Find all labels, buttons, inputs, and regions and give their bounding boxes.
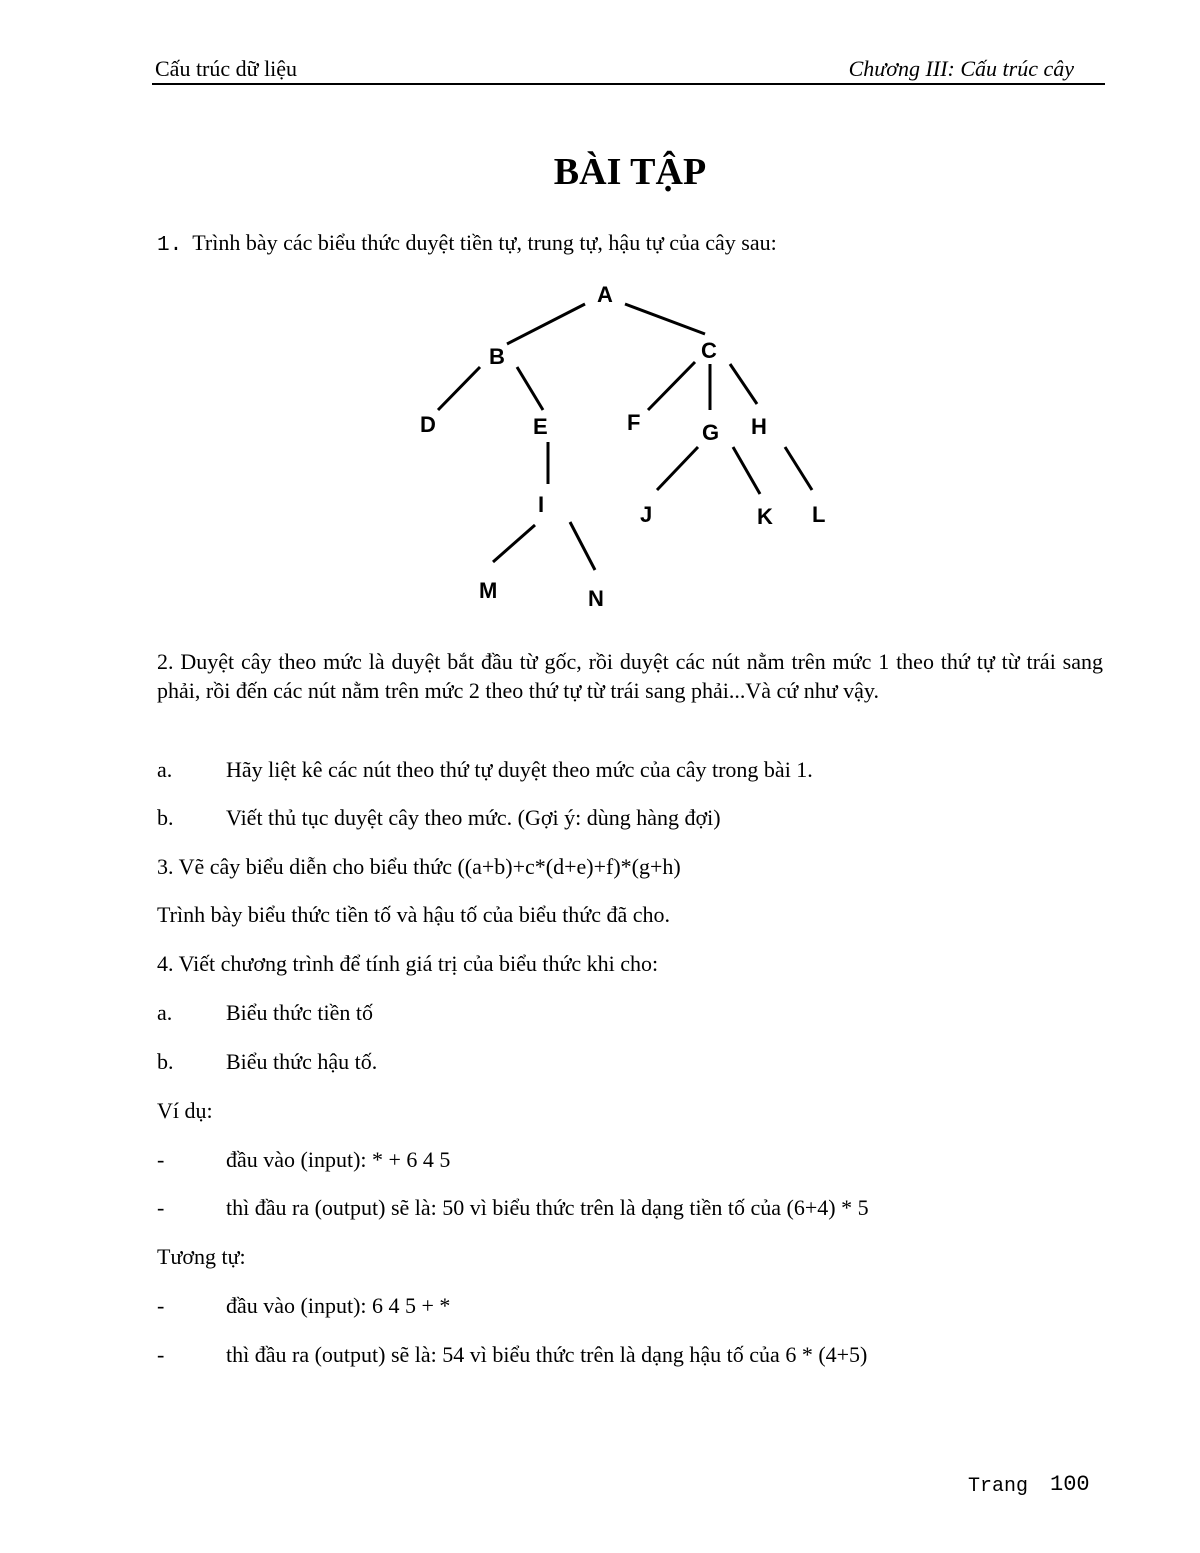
header-rule [152, 83, 1105, 85]
example-1-text: đầu vào (input): * + 6 4 5 [226, 1147, 451, 1172]
example-2-bullet: - [157, 1195, 165, 1220]
node-c: C [701, 338, 717, 363]
q2-item-b-text: Viết thủ tục duyệt cây theo mức. (Gợi ý: dùng hàng đợi) [226, 805, 721, 830]
question-4-line1: 4. Viết chương trình để tính giá trị của biểu thức khi cho: [157, 951, 659, 976]
similar-2-bullet: - [157, 1342, 165, 1367]
header-right: Chương III: Cấu trúc cây [848, 56, 1074, 81]
node-i: I [538, 492, 545, 517]
node-l: L [812, 502, 826, 527]
page-number: 100 [1050, 1472, 1090, 1497]
q2-item-b-label: b. [157, 805, 174, 830]
example-label: Ví dụ: [157, 1098, 213, 1123]
question-1 [157, 230, 777, 257]
edge-g-k [733, 447, 760, 494]
similar-label: Tương tự: [157, 1244, 246, 1269]
question-1-text: Trình bày các biểu thức duyệt tiền tự, trung tự, hậu tự của cây sau: [192, 230, 777, 255]
node-g: G [702, 420, 720, 445]
tree-diagram [405, 272, 855, 622]
node-k: K [757, 504, 773, 529]
edge-g-j [657, 447, 698, 490]
question-3-line1: 3. Vẽ cây biểu diễn cho biểu thức ((a+b)+c*(d+e)+f)*(g+h) [157, 854, 681, 879]
edge-h-l [785, 447, 812, 490]
q4-item-a-label: a. [157, 1000, 173, 1025]
q4-item-b-label: b. [157, 1049, 174, 1074]
similar-1-text: đầu vào (input): 6 4 5 + * [226, 1293, 451, 1318]
node-h: H [751, 414, 767, 439]
node-e: E [533, 414, 548, 439]
node-m: M [479, 578, 498, 603]
question-1-number: 1. [157, 234, 183, 257]
question-3-line2: Trình bày biểu thức tiền tố và hậu tố của biểu thức đã cho. [157, 902, 671, 927]
q2-item-a-text: Hãy liệt kê các nút theo thứ tự duyệt theo mức của cây trong bài 1. [226, 757, 813, 782]
edge-a-c [625, 304, 705, 334]
node-j: J [640, 502, 653, 527]
edge-c-h [730, 364, 757, 404]
similar-2-text: thì đầu ra (output) sẽ là: 54 vì biểu thức trên là dạng hậu tố của 6 * (4+5) [226, 1342, 868, 1367]
page-title: BÀI TẬP [553, 151, 707, 193]
node-a: A [597, 282, 613, 307]
example-1-bullet: - [157, 1147, 165, 1172]
edge-i-n [570, 522, 595, 570]
q4-item-a-text: Biểu thức tiền tố [226, 1000, 373, 1025]
edge-a-b [507, 304, 585, 344]
footer-label: Trang [968, 1475, 1029, 1498]
edge-c-f [648, 362, 695, 410]
edge-b-d [438, 367, 480, 410]
header-left: Cấu trúc dữ liệu [155, 56, 298, 81]
example-2-text: thì đầu ra (output) sẽ là: 50 vì biểu thức trên là dạng tiền tố của (6+4) * 5 [226, 1195, 869, 1220]
similar-1-bullet: - [157, 1293, 165, 1318]
q4-item-b-text: Biểu thức hậu tố. [226, 1049, 378, 1074]
question-2-text: 2. Duyệt cây theo mức là duyệt bắt đầu từ gốc, rồi duyệt các nút nằm trên mức 1 theo thứ tự từ trái sang phải, rồi đến các nút nằm trên mức 2 theo thứ tự từ trái sang phải...Và cứ như vậy. [157, 649, 1103, 703]
edge-b-e [517, 367, 543, 410]
node-f: F [627, 410, 641, 435]
q2-item-a-label: a. [157, 757, 173, 782]
node-b: B [489, 344, 505, 369]
edge-i-m [493, 525, 535, 562]
node-d: D [420, 412, 436, 437]
node-n: N [588, 586, 604, 611]
